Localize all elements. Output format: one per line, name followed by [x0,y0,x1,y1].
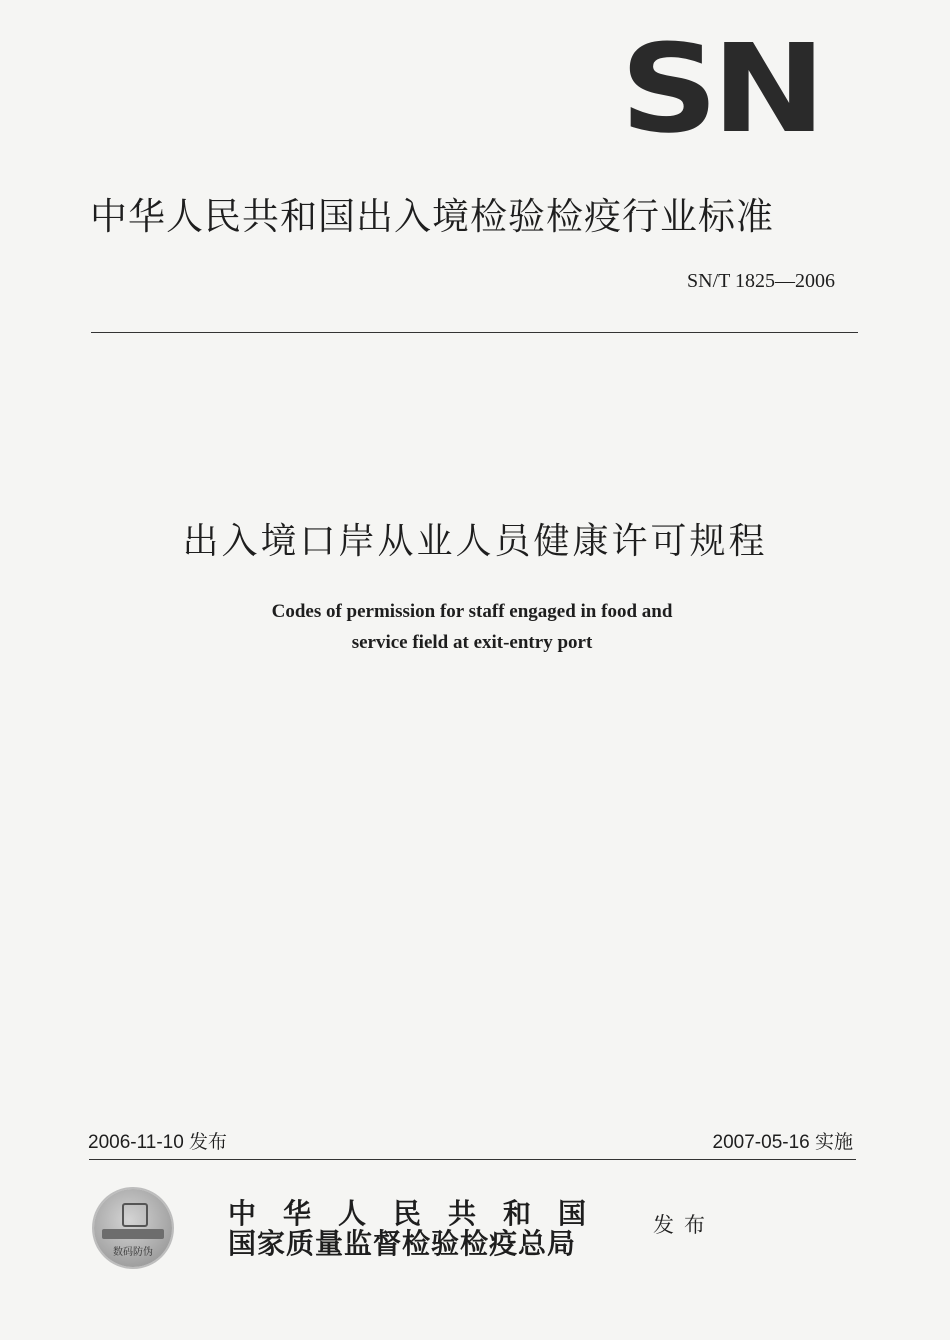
english-title-line-2: service field at exit-entry port [351,632,593,653]
bottom-divider [89,1159,856,1160]
publish-label: 发布 [653,1213,715,1237]
anti-counterfeit-seal [94,1189,172,1267]
english-title-line-1: Codes of permission for staff engaged in food and [271,601,673,622]
publisher-line-2: 国家质量监督检验检疫总局 [228,1227,577,1260]
issue-date: 2006-11-10 发布 [88,1132,228,1153]
seal-label: 数码防伪 [113,1247,153,1258]
document-title-english [0,596,944,658]
top-divider [91,332,858,333]
document-title-chinese: 出入境口岸从业人员健康许可规程 [182,521,768,562]
seal-emblem-icon [122,1203,148,1227]
sn-logo: SN [620,18,820,160]
industry-standard-title: 中华人民共和国出入境检验检疫行业标准 [90,195,774,238]
standard-number: SN/T 1825—2006 [687,270,835,292]
implementation-date: 2007-05-16 实施 [712,1132,853,1153]
publisher-line-1: 中华人民共和国 [228,1197,614,1230]
seal-band [102,1229,164,1239]
